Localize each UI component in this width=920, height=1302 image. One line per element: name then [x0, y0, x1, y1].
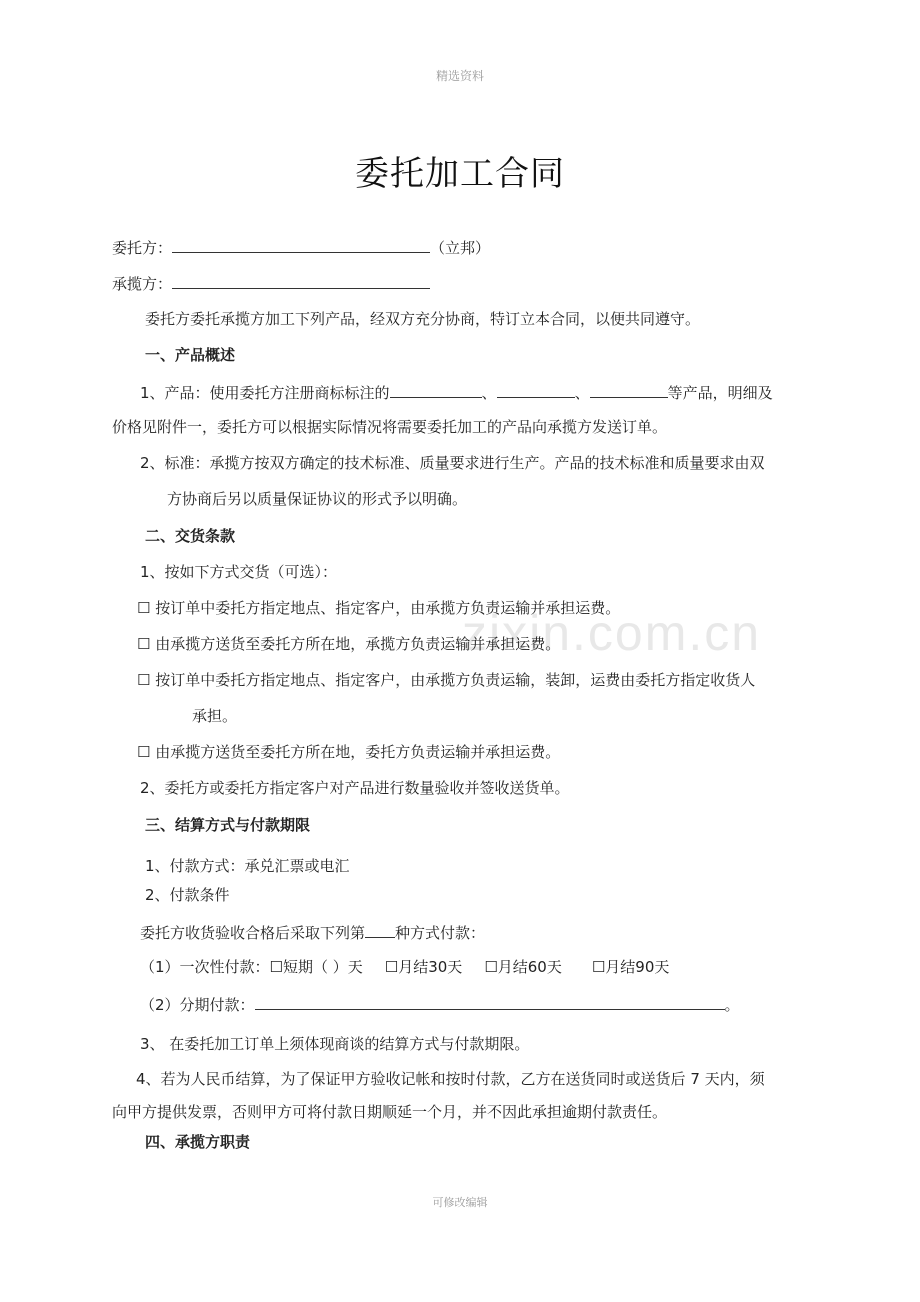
- checkbox-icon[interactable]: ☐: [137, 671, 151, 689]
- document-title: 委托加工合同: [355, 154, 565, 194]
- delivery-option-1-text: 按订单中委托方指定地点、指定客户，由承揽方负责运输并承担运费。: [155, 599, 621, 617]
- delivery-option-3: [137, 670, 755, 690]
- option-30-days[interactable]: ☐月结30天: [384, 958, 463, 976]
- party-a-suffix: （立邦）: [430, 239, 491, 257]
- s3-item1: 1、付款方式：承兑汇票或电汇: [145, 857, 350, 875]
- payment-condition-prefix: 委托方收货验收合格后采取下列第: [140, 924, 366, 942]
- delivery-option-3-cont: 承担。: [192, 707, 238, 725]
- delivery-option-4: [137, 742, 560, 762]
- product-blank-3: [590, 381, 668, 398]
- s3-item4-cont: 向甲方提供发票，否则甲方可将付款日期顺延一个月，并不因此承担逾期付款责任。: [112, 1103, 668, 1121]
- option-90-days[interactable]: ☐月结90天: [591, 958, 670, 976]
- lump-sum-label: （1）一次性付款：: [140, 958, 270, 976]
- page-footer: 可修改编辑: [432, 1196, 488, 1209]
- installment-payment: [140, 993, 740, 1015]
- party-b-label: 承揽方：: [112, 275, 173, 293]
- option-60-days[interactable]: ☐月结60天: [484, 958, 562, 976]
- checkbox-icon[interactable]: ☐: [137, 635, 151, 653]
- s1-item1-prefix: 1、产品：使用委托方注册商标标注的: [140, 384, 390, 402]
- party-a-blank: [172, 236, 430, 253]
- delivery-option-2: [137, 634, 560, 654]
- sep-1: 、: [481, 384, 497, 402]
- delivery-option-3-text: 按订单中委托方指定地点、指定客户，由承揽方负责运输，装卸，运费由委托方指定收货人: [155, 671, 756, 689]
- payment-condition-suffix: 种方式付款：: [395, 924, 486, 942]
- section-2-heading: 二、交货条款: [145, 527, 236, 545]
- checkbox-icon[interactable]: ☐: [137, 743, 151, 761]
- page-header: 精选资料: [435, 69, 484, 83]
- s1-item1: [140, 381, 773, 403]
- product-blank-2: [497, 381, 575, 398]
- party-a-label: 委托方：: [112, 239, 173, 257]
- delivery-option-2-text: 由承揽方送货至委托方所在地，承揽方负责运输并承担运费。: [155, 635, 561, 653]
- party-b-blank: [172, 272, 430, 289]
- sep-2: 、: [574, 384, 590, 402]
- checkbox-icon[interactable]: ☐: [137, 599, 151, 617]
- s2-item1: 1、按如下方式交货（可选）：: [140, 563, 338, 581]
- s3-item4: 4、若为人民币结算，为了保证甲方验收记帐和按时付款，乙方在送货同时或送货后 7 天内，须: [136, 1070, 765, 1088]
- section-3-heading: 三、结算方式与付款期限: [145, 816, 311, 834]
- s1-item2-cont: 方协商后另以质量保证协议的形式予以明确。: [167, 490, 468, 508]
- product-blank-1: [390, 381, 482, 398]
- party-a-line: [112, 236, 490, 258]
- s2-item2: 2、委托方或委托方指定客户对产品进行数量验收并签收送货单。: [140, 779, 570, 797]
- option-short-term[interactable]: ☐短期（ ）天: [269, 958, 363, 976]
- payment-condition: [140, 921, 485, 943]
- intro-paragraph: 委托方委托承揽方加工下列产品，经双方充分协商，特订立本合同，以便共同遵守。: [145, 310, 701, 328]
- delivery-option-4-text: 由承揽方送货至委托方所在地，委托方负责运输并承担运费。: [155, 743, 561, 761]
- s1-item2: 2、标准：承揽方按双方确定的技术标准、质量要求进行生产。产品的技术标准和质量要求由双: [140, 454, 765, 472]
- installment-end: 。: [724, 996, 740, 1014]
- section-4-heading: 四、承揽方职责: [145, 1133, 251, 1151]
- s3-item3: 3、 在委托加工订单上须体现商谈的结算方式与付款期限。: [140, 1035, 530, 1053]
- installment-label: （2）分期付款：: [140, 996, 255, 1014]
- delivery-option-1: [137, 598, 620, 618]
- lump-sum-payment: [140, 957, 669, 977]
- s3-item2: 2、付款条件: [145, 886, 230, 904]
- s1-item1-suffix: 等产品，明细及: [667, 384, 773, 402]
- section-1-heading: 一、产品概述: [145, 346, 236, 364]
- s1-item1-cont: 价格见附件一，委托方可以根据实际情况将需要委托加工的产品向承揽方发送订单。: [112, 418, 668, 436]
- installment-blank: [255, 993, 725, 1010]
- watermark: zixin.com.cn: [462, 605, 762, 661]
- party-b-line: [112, 272, 430, 294]
- payment-method-blank: [365, 921, 395, 938]
